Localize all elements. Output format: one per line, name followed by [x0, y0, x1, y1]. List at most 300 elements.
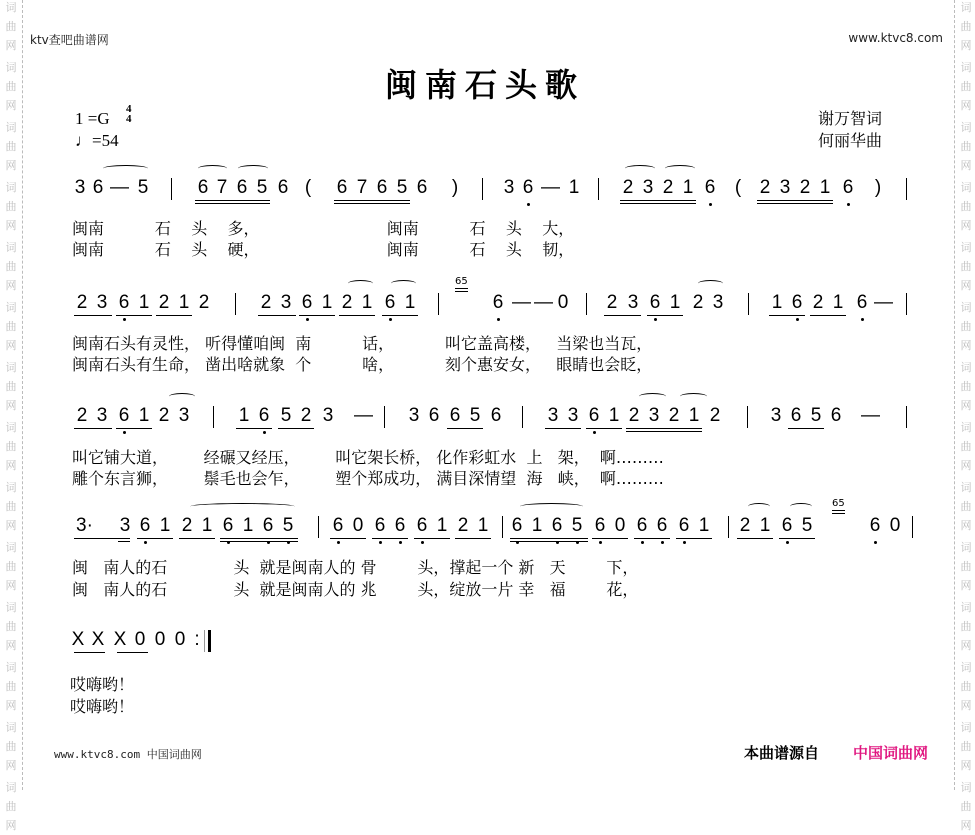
- beam-underline: [620, 203, 696, 204]
- note: 6: [428, 405, 440, 426]
- octave-dot: [683, 541, 686, 544]
- beam-underline: [278, 428, 314, 429]
- note: X: [91, 629, 105, 650]
- beam-underline: [414, 538, 450, 539]
- beam-underline: [737, 538, 773, 539]
- note: 6: [704, 177, 716, 198]
- repeat-colon: :: [194, 629, 200, 650]
- octave-dot: [527, 203, 530, 206]
- lyrics-verse1: 哎嗨哟！: [70, 675, 135, 694]
- header-right-site: www.ktvc8.com: [848, 31, 943, 45]
- lyrics-verse2: 哎嗨哟！: [70, 697, 135, 716]
- note: 6: [656, 515, 668, 536]
- lyricist: 谢万智词: [818, 109, 883, 128]
- note: 1: [531, 515, 543, 536]
- note: 7: [216, 177, 228, 198]
- note: 2: [300, 405, 312, 426]
- watermark-text: 词 曲 网: [5, 1, 17, 52]
- beam-underline: [74, 428, 112, 429]
- octave-dot: [399, 541, 402, 544]
- watermark-text: 词 曲 网: [5, 61, 17, 112]
- barline: [235, 293, 236, 315]
- note: 0: [134, 629, 146, 650]
- note: 5: [396, 177, 408, 198]
- octave-dot: [796, 318, 799, 321]
- note: 1: [698, 515, 710, 536]
- watermark-text: 词 曲 网: [960, 601, 972, 652]
- watermark-text: 词 曲 网: [960, 361, 972, 412]
- end-repeat-barline: [208, 630, 211, 652]
- note: 2: [692, 292, 704, 313]
- note: 6: [258, 405, 270, 426]
- note: 1: [242, 515, 254, 536]
- note: 5: [571, 515, 583, 536]
- note: 1: [201, 515, 213, 536]
- note: 0: [557, 292, 569, 313]
- note: 1: [771, 292, 783, 313]
- note: 3: [96, 292, 108, 313]
- grace-note: 65: [455, 276, 468, 287]
- beam-underline: [757, 203, 833, 204]
- note: 6: [394, 515, 406, 536]
- note: —: [354, 405, 373, 426]
- barline: [747, 406, 748, 428]
- beam-underline: [258, 315, 296, 316]
- beam-underline: [74, 538, 130, 539]
- note: 2: [628, 405, 640, 426]
- slur: [748, 503, 770, 510]
- note: 2: [662, 177, 674, 198]
- watermark-text: 词 曲 网: [960, 301, 972, 352]
- note: 2: [759, 177, 771, 198]
- note: 6: [301, 292, 313, 313]
- barline: [318, 516, 319, 538]
- note: 3: [627, 292, 639, 313]
- barline: [906, 293, 907, 315]
- note: 2: [158, 405, 170, 426]
- note: 1: [404, 292, 416, 313]
- note: 6: [449, 405, 461, 426]
- note: 1: [138, 292, 150, 313]
- beam-underline: [334, 200, 410, 201]
- watermark-text: 词 曲 网: [5, 241, 17, 292]
- note: 6: [222, 515, 234, 536]
- watermark-text: 词 曲 网: [5, 541, 17, 592]
- note: 0: [154, 629, 166, 650]
- note: 3: [96, 405, 108, 426]
- watermark-text: 词 曲 网: [5, 781, 17, 832]
- note: 1: [238, 405, 250, 426]
- barline: [598, 178, 599, 200]
- note: 1: [608, 405, 620, 426]
- beam-underline: [156, 315, 192, 316]
- beam-underline: [74, 652, 105, 653]
- octave-dot: [593, 431, 596, 434]
- beam-underline: [647, 315, 683, 316]
- note: 1: [568, 177, 580, 198]
- beam-underline: [626, 431, 702, 432]
- note: 3: [642, 177, 654, 198]
- note: 3: [74, 177, 86, 198]
- note: 6: [842, 177, 854, 198]
- beam-underline: [220, 538, 298, 539]
- note: 1: [361, 292, 373, 313]
- octave-dot: [786, 541, 789, 544]
- octave-dot: [263, 431, 266, 434]
- note: 2: [260, 292, 272, 313]
- beam-underline: [179, 538, 215, 539]
- note: 6: [277, 177, 289, 198]
- note: 2: [739, 515, 751, 536]
- note: —: [110, 177, 129, 198]
- footer-site: www.ktvc8.com 中国词曲网: [54, 748, 202, 761]
- beam-underline: [788, 428, 824, 429]
- note: 1: [321, 292, 333, 313]
- note: 0: [614, 515, 626, 536]
- header-left-site: ktv查吧曲谱网: [30, 33, 109, 47]
- barline: [171, 178, 172, 200]
- note: 3: [547, 405, 559, 426]
- beam-underline: [299, 315, 335, 316]
- note: 6: [374, 515, 386, 536]
- note: 5: [137, 177, 149, 198]
- note: 6: [197, 177, 209, 198]
- grace-underline: [832, 510, 845, 511]
- note: 5: [469, 405, 481, 426]
- barline: [586, 293, 587, 315]
- barline: [502, 516, 503, 538]
- beam-underline: [676, 538, 712, 539]
- watermark-text: 词 曲 网: [960, 61, 972, 112]
- slur: [790, 503, 812, 510]
- lyrics-verse1: 闽南石头有灵性， 听得懂咱闽 南 话， 叫它盖高楼， 当梁也当瓦，: [72, 334, 653, 353]
- slur: [639, 393, 666, 400]
- slur: [698, 280, 723, 287]
- beam-underline: [510, 538, 588, 539]
- note: 1: [832, 292, 844, 313]
- barline: [748, 293, 749, 315]
- note: —: [512, 292, 531, 313]
- song-title: 闽南石头歌: [385, 66, 586, 104]
- slur: [169, 393, 195, 400]
- octave-dot: [847, 203, 850, 206]
- beam-underline: [510, 541, 588, 542]
- note: 6: [856, 292, 868, 313]
- tempo: ♩=54: [75, 131, 119, 150]
- note: ): [451, 177, 459, 198]
- note: 2: [76, 292, 88, 313]
- beam-underline: [116, 428, 152, 429]
- watermark-text: 词 曲 网: [5, 361, 17, 412]
- watermark-text: 词 曲 网: [5, 481, 17, 532]
- note: 1: [436, 515, 448, 536]
- grace-underline: [455, 288, 468, 289]
- octave-dot: [874, 541, 877, 544]
- note: 0: [889, 515, 901, 536]
- note: 6: [490, 405, 502, 426]
- note: 0: [174, 629, 186, 650]
- note: 5: [280, 405, 292, 426]
- octave-dot: [497, 318, 500, 321]
- octave-dot: [379, 541, 382, 544]
- grace-underline: [455, 291, 468, 292]
- slur: [348, 280, 373, 287]
- note: 5: [810, 405, 822, 426]
- beam-underline: [195, 200, 270, 201]
- beam-underline: [447, 428, 483, 429]
- note: —: [861, 405, 880, 426]
- watermark-text: 词 曲 网: [960, 181, 972, 232]
- slur: [238, 165, 268, 172]
- left-watermark-strip: [0, 0, 23, 832]
- note: 3: [408, 405, 420, 426]
- note: 6: [118, 292, 130, 313]
- octave-dot: [661, 541, 664, 544]
- octave-dot: [641, 541, 644, 544]
- note: 2: [812, 292, 824, 313]
- note: 3: [178, 405, 190, 426]
- beam-underline: [195, 203, 270, 204]
- octave-dot: [599, 541, 602, 544]
- watermark-text: 词 曲 网: [5, 181, 17, 232]
- note: 6: [384, 292, 396, 313]
- grace-note: 65: [832, 498, 845, 509]
- note: 6: [416, 515, 428, 536]
- watermark-text: 词 曲 网: [960, 1, 972, 52]
- right-watermark-strip: [954, 0, 975, 832]
- note: 6: [492, 292, 504, 313]
- octave-dot: [654, 318, 657, 321]
- beam-underline: [116, 315, 152, 316]
- note: 6: [336, 177, 348, 198]
- watermark-text: 词 曲 网: [960, 541, 972, 592]
- note: —: [541, 177, 560, 198]
- lyrics-verse1: 闽南 石 头 多， 闽南 石 头 大，: [72, 219, 575, 238]
- note: 2: [181, 515, 193, 536]
- note: 3: [280, 292, 292, 313]
- beam-underline: [330, 538, 366, 539]
- beam-underline: [810, 315, 846, 316]
- note: 6: [376, 177, 388, 198]
- watermark-text: 词 曲 网: [5, 661, 17, 712]
- slur: [391, 280, 416, 287]
- watermark-text: 词 曲 网: [960, 421, 972, 472]
- beam-underline: [592, 538, 628, 539]
- beam-underline: [634, 538, 670, 539]
- lyrics-verse1: 闽 南人的石 头 就是闽南人的 骨 头，撑起一个 新 天 下，: [72, 558, 639, 577]
- note: 2: [709, 405, 721, 426]
- beam-underline: [334, 203, 410, 204]
- slur: [520, 503, 583, 510]
- lyrics-verse1: 叫它铺大道， 经碾又经压， 叫它架长桥， 化作彩虹水 上 架， 啊………: [72, 448, 664, 467]
- octave-dot: [123, 431, 126, 434]
- note: 2: [606, 292, 618, 313]
- slur: [625, 165, 655, 172]
- note: 2: [668, 405, 680, 426]
- watermark-text: 词 曲 网: [960, 481, 972, 532]
- note: 3: [119, 515, 131, 536]
- source-name: 中国词曲网: [853, 744, 929, 762]
- octave-dot: [306, 318, 309, 321]
- octave-dot: [337, 541, 340, 544]
- watermark-text: 词 曲 网: [960, 781, 972, 832]
- beam-underline: [769, 315, 805, 316]
- credits: [818, 108, 882, 152]
- note: 3: [648, 405, 660, 426]
- note: 1: [759, 515, 771, 536]
- beam-underline: [137, 538, 173, 539]
- note: 3: [712, 292, 724, 313]
- note: 6: [588, 405, 600, 426]
- octave-dot: [123, 318, 126, 321]
- watermark-text: 词 曲 网: [960, 241, 972, 292]
- watermark-text: 词 曲 网: [5, 301, 17, 352]
- note: 3·: [76, 515, 93, 536]
- note: 6: [781, 515, 793, 536]
- beam-underline: [779, 538, 815, 539]
- note: —: [534, 292, 553, 313]
- note: —: [874, 292, 893, 313]
- barline: [384, 406, 385, 428]
- barline: [204, 630, 205, 652]
- note: 6: [791, 292, 803, 313]
- barline: [522, 406, 523, 428]
- note: 5: [801, 515, 813, 536]
- note: 6: [869, 515, 881, 536]
- slur: [103, 165, 148, 172]
- slur: [190, 503, 295, 510]
- watermark-text: 词 曲 网: [5, 421, 17, 472]
- watermark-text: 词 曲 网: [960, 661, 972, 712]
- note: ): [874, 177, 882, 198]
- note: X: [113, 629, 127, 650]
- note: 1: [688, 405, 700, 426]
- barline: [906, 178, 907, 200]
- lyrics-verse2: 闽南石头有生命， 凿出啥就象 个 啥， 刻个惠安女， 眼睛也会眨，: [72, 355, 653, 374]
- octave-dot: [709, 203, 712, 206]
- note: 1: [477, 515, 489, 536]
- barline: [912, 516, 913, 538]
- beam-underline: [220, 541, 298, 542]
- watermark-text: 词 曲 网: [960, 121, 972, 172]
- note: 5: [282, 515, 294, 536]
- note: 6: [139, 515, 151, 536]
- note: 7: [356, 177, 368, 198]
- note: (: [304, 177, 312, 198]
- lyrics-verse2: 闽 南人的石 头 就是闽南人的 兆 头，绽放一片 幸 福 花，: [72, 580, 639, 599]
- grace-underline: [832, 513, 845, 514]
- note: 1: [819, 177, 831, 198]
- barline: [728, 516, 729, 538]
- barline: [438, 293, 439, 315]
- note: 2: [76, 405, 88, 426]
- note: 3: [567, 405, 579, 426]
- composer: 何丽华曲: [818, 131, 883, 150]
- note: 2: [341, 292, 353, 313]
- beam-underline: [74, 315, 112, 316]
- beam-underline: [117, 652, 148, 653]
- note: 6: [551, 515, 563, 536]
- slur: [680, 393, 707, 400]
- beam-underline: [339, 315, 375, 316]
- note: 6: [262, 515, 274, 536]
- beam-underline: [586, 428, 622, 429]
- beam-underline: [455, 538, 491, 539]
- note: 6: [511, 515, 523, 536]
- octave-dot: [144, 541, 147, 544]
- slur: [198, 165, 227, 172]
- octave-dot: [861, 318, 864, 321]
- lyrics-verse2: 雕个东言狮， 鬃毛也会乍， 塑个郑成功， 满目深情望 海 峡， 啊………: [72, 469, 664, 488]
- note: 2: [457, 515, 469, 536]
- note: 2: [622, 177, 634, 198]
- note: 1: [159, 515, 171, 536]
- note: 6: [118, 405, 130, 426]
- octave-dot: [389, 318, 392, 321]
- note: X: [71, 629, 85, 650]
- note: 2: [799, 177, 811, 198]
- note: 5: [256, 177, 268, 198]
- watermark-text: 词 曲 网: [5, 121, 17, 172]
- barline: [482, 178, 483, 200]
- note: 0: [352, 515, 364, 536]
- note: 6: [830, 405, 842, 426]
- note: 2: [158, 292, 170, 313]
- watermark-text: 词 曲 网: [5, 601, 17, 652]
- octave-dot: [421, 541, 424, 544]
- note: 1: [682, 177, 694, 198]
- note: 6: [332, 515, 344, 536]
- note: 6: [594, 515, 606, 536]
- beam-underline: [372, 538, 408, 539]
- key-signature: 1 =G: [75, 109, 110, 128]
- slur: [665, 165, 695, 172]
- barline: [906, 406, 907, 428]
- note: 6: [636, 515, 648, 536]
- note: 6: [236, 177, 248, 198]
- beam-underline: [236, 428, 272, 429]
- note: (: [734, 177, 742, 198]
- note: 3: [322, 405, 334, 426]
- note: 6: [649, 292, 661, 313]
- beam-underline: [545, 428, 581, 429]
- beam-underline: [757, 200, 833, 201]
- beam-underline: [626, 428, 702, 429]
- beam-underline: [382, 315, 418, 316]
- barline: [213, 406, 214, 428]
- note: 6: [522, 177, 534, 198]
- note: 3: [503, 177, 515, 198]
- note: 6: [416, 177, 428, 198]
- note: 2: [198, 292, 210, 313]
- note: 3: [770, 405, 782, 426]
- lyrics-verse2: 闽南 石 头 硬， 闽南 石 头 韧，: [72, 240, 575, 259]
- note: 6: [790, 405, 802, 426]
- note: 3: [779, 177, 791, 198]
- note: 6: [678, 515, 690, 536]
- beam-underline: [118, 541, 130, 542]
- watermark-text: 词 曲 网: [5, 721, 17, 772]
- watermark-text: 词 曲 网: [960, 721, 972, 772]
- beam-underline: [604, 315, 641, 316]
- note: 1: [178, 292, 190, 313]
- note: 6: [92, 177, 104, 198]
- note: 1: [669, 292, 681, 313]
- note: 1: [138, 405, 150, 426]
- source-label: 本曲谱源自: [744, 744, 820, 762]
- beam-underline: [620, 200, 696, 201]
- time-signature: 4 4: [126, 103, 132, 125]
